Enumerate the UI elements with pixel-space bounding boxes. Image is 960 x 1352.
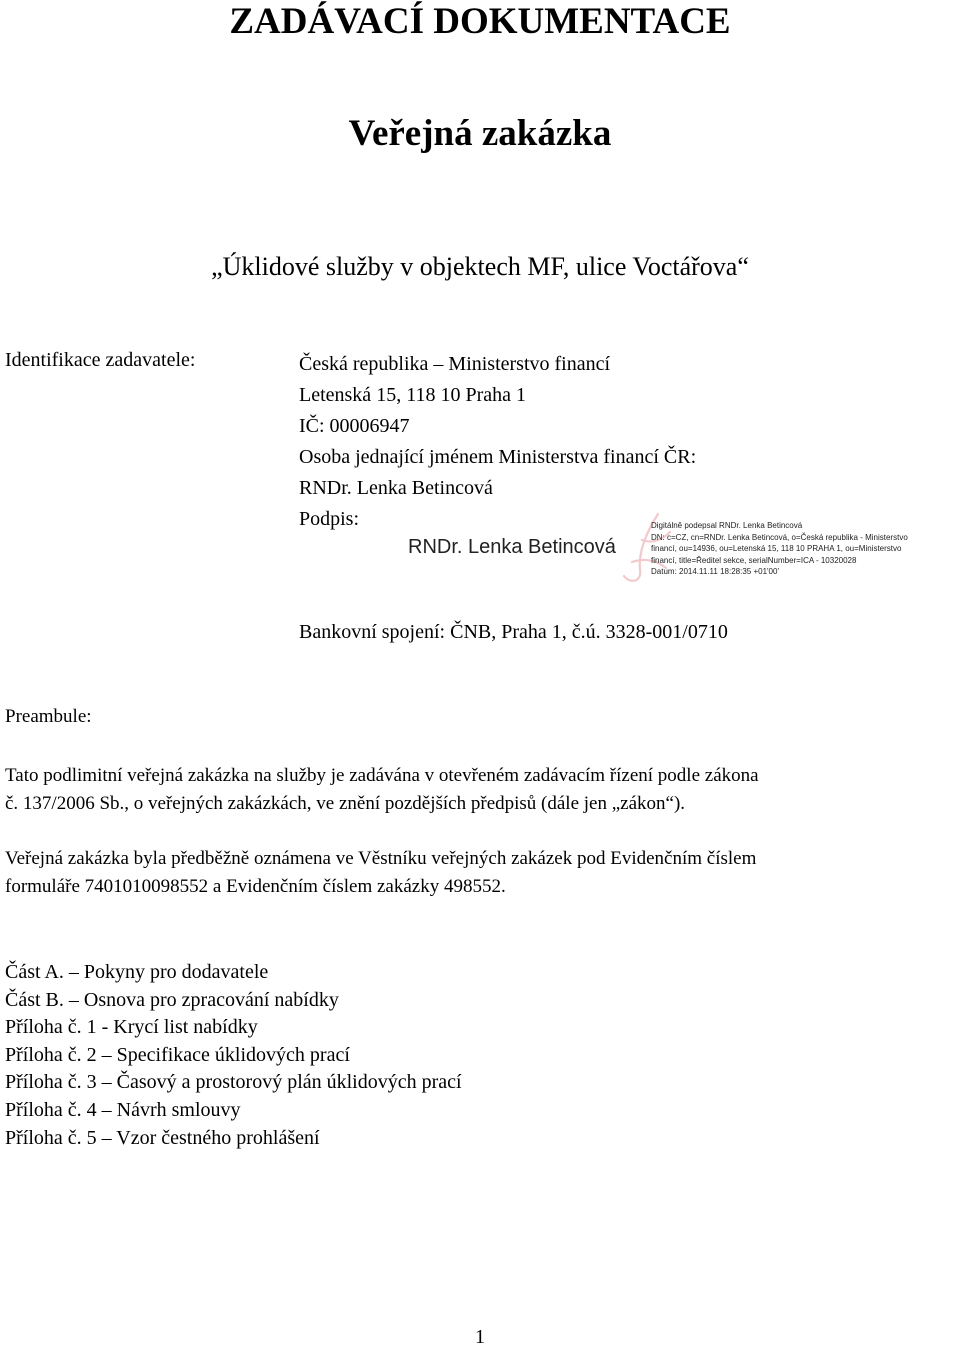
authority-line: Letenská 15, 118 10 Praha 1	[299, 384, 526, 406]
authority-line: Česká republika – Ministerstvo financí	[299, 353, 611, 375]
contents-item: Příloha č. 4 – Návrh smlouvy	[5, 1098, 241, 1121]
contents-list	[5, 959, 462, 1152]
bank-details: Bankovní spojení: ČNB, Praha 1, č.ú. 3328-001/0710	[299, 621, 728, 643]
paragraph-line: č. 137/2006 Sb., o veřejných zakázkách, ve znění pozdějších předpisů (dále jen „zákon“).	[5, 793, 686, 814]
document-subtitle: Veřejná zakázka	[348, 113, 612, 154]
project-name: „Úklidové služby v objektech MF, ulice Voctářova“	[211, 252, 749, 281]
signature-detail-line: Digitálně podepsal RNDr. Lenka Betincová	[651, 521, 803, 530]
contents-item: Část B. – Osnova pro zpracování nabídky	[5, 988, 339, 1011]
preamble-label: Preambule:	[5, 706, 92, 727]
paragraph-line: formuláře 7401010098552 a Evidenčním číslem zakázky 498552.	[5, 876, 506, 897]
preamble-paragraph-1	[5, 762, 759, 818]
contents-item: Příloha č. 1 - Krycí list nabídky	[5, 1016, 258, 1039]
signature-detail-line: financí, title=Ředitel sekce, serialNumber=ICA - 10320028	[651, 555, 857, 565]
page-number: 1	[475, 1326, 485, 1348]
authority-line: Osoba jednající jménem Ministerstva financí ČR:	[299, 446, 697, 468]
authority-line: IČ: 00006947	[299, 415, 410, 437]
contracting-authority-details	[299, 349, 696, 535]
document-title: ZADÁVACÍ DOKUMENTACE	[229, 1, 731, 42]
contents-item: Příloha č. 2 – Specifikace úklidových prací	[5, 1043, 350, 1066]
authority-line: Podpis:	[299, 508, 360, 530]
contents-item: Příloha č. 5 – Vzor čestného prohlášení	[5, 1126, 320, 1149]
paragraph-line: Veřejná zakázka byla předběžně oznámena ve Věstníku veřejných zakázek pod Evidenčním číslem	[5, 848, 757, 869]
paragraph-line: Tato podlimitní veřejná zakázka na služby je zadávána v otevřeném zadávacím řízení podle zákona	[5, 765, 759, 786]
contents-item: Příloha č. 3 – Časový a prostorový plán úklidových prací	[5, 1071, 462, 1094]
signature-name: RNDr. Lenka Betincová	[408, 536, 616, 558]
digital-signature	[408, 510, 928, 584]
signature-detail-line: DN: c=CZ, cn=RNDr. Lenka Betincová, o=Česká republika - Ministerstvo	[651, 532, 908, 542]
signature-detail-line: financí, ou=14936, ou=Letenská 15, 118 10 PRAHA 1, ou=Ministerstvo	[651, 544, 902, 554]
contracting-authority-label: Identifikace zadavatele:	[5, 349, 196, 371]
signature-details	[651, 520, 908, 578]
contents-item: Část A. – Pokyny pro dodavatele	[5, 961, 269, 983]
preamble-paragraph-2	[5, 845, 756, 901]
signature-detail-line: Datum: 2014.11.11 18:28:35 +01'00'	[651, 567, 779, 577]
authority-line: RNDr. Lenka Betincová	[299, 477, 493, 499]
